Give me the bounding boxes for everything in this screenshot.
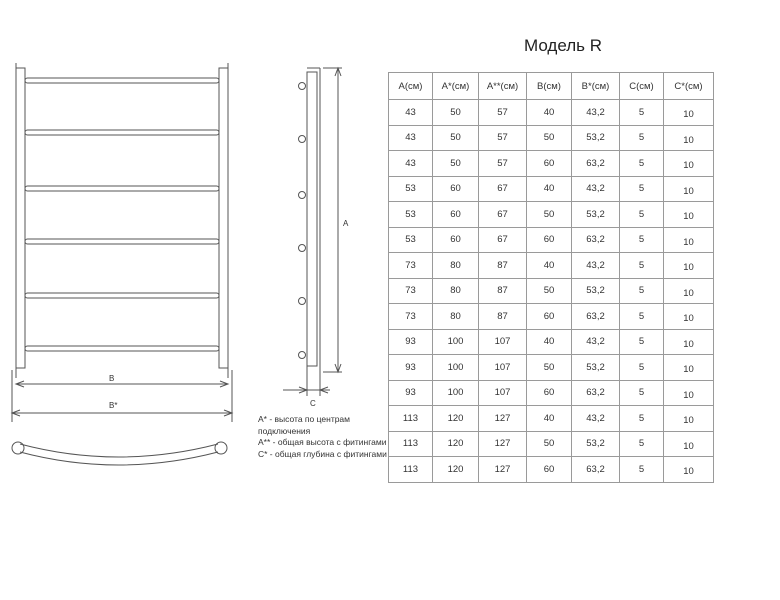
label-a: A: [343, 219, 349, 228]
table-cell: 107: [479, 355, 527, 381]
table-cell: 50: [527, 278, 572, 304]
table-cell: 5: [620, 457, 664, 483]
table-cell: 43: [389, 125, 433, 151]
top-view-left-end: [12, 442, 24, 454]
table-cell: 50: [527, 355, 572, 381]
table-row: [389, 253, 714, 279]
label-b: B: [109, 374, 115, 383]
table-cell: 73: [389, 304, 433, 330]
rungs: [25, 78, 219, 351]
table-cell: 5: [620, 329, 664, 355]
table-cell: 93: [389, 380, 433, 406]
table-cell: 100: [433, 355, 479, 381]
table-cell: 60: [433, 227, 479, 253]
table-cell: 120: [433, 406, 479, 432]
table-cell: 80: [433, 253, 479, 279]
table-cell: 43,2: [572, 253, 620, 279]
table-cell: 10: [664, 202, 714, 228]
table-cell: 10: [664, 125, 714, 151]
table-cell: 63,2: [572, 227, 620, 253]
column-header: A**(см): [479, 73, 527, 100]
table-cell: 80: [433, 304, 479, 330]
table-cell: 107: [479, 380, 527, 406]
table-cell: 67: [479, 202, 527, 228]
table-cell: 10: [664, 176, 714, 202]
table-cell: 53: [389, 202, 433, 228]
table-cell: 10: [664, 278, 714, 304]
table-cell: 127: [479, 431, 527, 457]
table-cell: 50: [433, 100, 479, 126]
table-cell: 40: [527, 100, 572, 126]
table-cell: 60: [527, 380, 572, 406]
table-cell: 5: [620, 304, 664, 330]
table-cell: 73: [389, 278, 433, 304]
table-cell: 10: [664, 227, 714, 253]
table-cell: 43: [389, 100, 433, 126]
column-header: B*(см): [572, 73, 620, 100]
table-cell: 60: [527, 304, 572, 330]
top-view-curve: [20, 444, 218, 457]
table-cell: 93: [389, 355, 433, 381]
table-cell: 67: [479, 176, 527, 202]
table-cell: 60: [527, 151, 572, 177]
table-cell: 10: [664, 380, 714, 406]
table-cell: 43: [389, 151, 433, 177]
table-cell: 10: [664, 151, 714, 177]
table-cell: 5: [620, 380, 664, 406]
table-cell: 10: [664, 431, 714, 457]
table-cell: 40: [527, 329, 572, 355]
table-cell: 57: [479, 125, 527, 151]
table-cell: 50: [527, 125, 572, 151]
table-cell: 87: [479, 278, 527, 304]
table-cell: 5: [620, 431, 664, 457]
column-header: A*(см): [433, 73, 479, 100]
table-header-row: [389, 73, 714, 100]
table-cell: 120: [433, 457, 479, 483]
column-header: C(см): [620, 73, 664, 100]
table-cell: 5: [620, 355, 664, 381]
table-cell: 67: [479, 227, 527, 253]
table-cell: 87: [479, 304, 527, 330]
table-cell: 93: [389, 329, 433, 355]
table-cell: 40: [527, 176, 572, 202]
table-cell: 5: [620, 100, 664, 126]
table-cell: 113: [389, 431, 433, 457]
table-cell: 73: [389, 253, 433, 279]
table-cell: 10: [664, 457, 714, 483]
table-cell: 5: [620, 406, 664, 432]
table-cell: 50: [433, 125, 479, 151]
table-cell: 10: [664, 329, 714, 355]
table-row: [389, 355, 714, 381]
table-cell: 43,2: [572, 100, 620, 126]
table-row: [389, 100, 714, 126]
table-cell: 53: [389, 227, 433, 253]
table-cell: 60: [433, 202, 479, 228]
table-cell: 127: [479, 457, 527, 483]
table-cell: 63,2: [572, 457, 620, 483]
table-cell: 60: [527, 457, 572, 483]
table-row: [389, 457, 714, 483]
legend-a-star: A* - высота по центрам подключения: [258, 414, 351, 436]
table-row: [389, 151, 714, 177]
table-row: [389, 329, 714, 355]
table-cell: 100: [433, 380, 479, 406]
right-post: [219, 68, 228, 368]
table-cell: 10: [664, 253, 714, 279]
table-cell: 120: [433, 431, 479, 457]
table-cell: 53,2: [572, 278, 620, 304]
top-view-right-end: [215, 442, 227, 454]
table-row: [389, 431, 714, 457]
table-row: [389, 125, 714, 151]
table-cell: 113: [389, 406, 433, 432]
table-cell: 63,2: [572, 304, 620, 330]
table-cell: 127: [479, 406, 527, 432]
table-cell: 50: [433, 151, 479, 177]
table-row: [389, 304, 714, 330]
table-cell: 40: [527, 253, 572, 279]
table-cell: 5: [620, 125, 664, 151]
table-body: [389, 100, 714, 483]
table-cell: 57: [479, 100, 527, 126]
table-cell: 53: [389, 176, 433, 202]
column-header: B(см): [527, 73, 572, 100]
table-row: [389, 406, 714, 432]
legend-c-star: C* - общая глубина с фитингами: [258, 448, 387, 459]
table-cell: 43,2: [572, 329, 620, 355]
table-cell: 107: [479, 329, 527, 355]
table-cell: 60: [433, 176, 479, 202]
left-post: [16, 68, 25, 368]
table-row: [389, 278, 714, 304]
table-cell: 10: [664, 406, 714, 432]
table-cell: 10: [664, 100, 714, 126]
label-c: C: [310, 399, 316, 408]
page-title: Модель R: [524, 36, 603, 55]
table-cell: 50: [527, 202, 572, 228]
table-cell: 43,2: [572, 406, 620, 432]
table-cell: 53,2: [572, 125, 620, 151]
side-view-post: [307, 72, 317, 366]
table-cell: 100: [433, 329, 479, 355]
table-cell: 5: [620, 176, 664, 202]
table-row: [389, 227, 714, 253]
table-cell: 5: [620, 151, 664, 177]
table-row: [389, 380, 714, 406]
table-cell: 53,2: [572, 202, 620, 228]
label-b-star: B*: [109, 401, 118, 410]
legend: [258, 414, 388, 460]
table-cell: 50: [527, 431, 572, 457]
table-cell: 10: [664, 355, 714, 381]
column-header: A(см): [389, 73, 433, 100]
column-header: C*(см): [664, 73, 714, 100]
table-cell: 53,2: [572, 431, 620, 457]
table-cell: 43,2: [572, 176, 620, 202]
dimensions-table: [388, 72, 714, 483]
table-cell: 57: [479, 151, 527, 177]
table-cell: 5: [620, 227, 664, 253]
table-cell: 60: [527, 227, 572, 253]
table-cell: 113: [389, 457, 433, 483]
table-cell: 87: [479, 253, 527, 279]
table-cell: 10: [664, 304, 714, 330]
table-row: [389, 176, 714, 202]
table-cell: 5: [620, 253, 664, 279]
table-cell: 5: [620, 202, 664, 228]
table-row: [389, 202, 714, 228]
table-cell: 53,2: [572, 355, 620, 381]
table-cell: 63,2: [572, 380, 620, 406]
legend-a-double-star: A** - общая высота с фитингами: [258, 437, 387, 447]
table-cell: 63,2: [572, 151, 620, 177]
table-cell: 5: [620, 278, 664, 304]
table-cell: 80: [433, 278, 479, 304]
table-cell: 40: [527, 406, 572, 432]
